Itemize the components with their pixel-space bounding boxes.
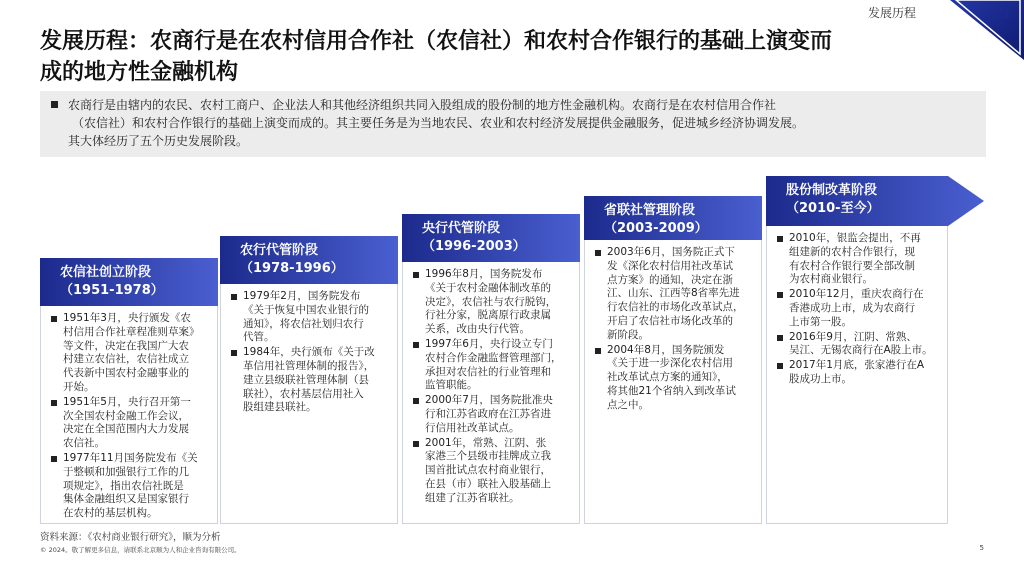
stage-bullet-line: 次全国农村金融工作会议， — [63, 409, 189, 422]
stage-bullet-line: 《关于农村金融体制改革的 — [425, 281, 551, 294]
bullet-square-icon — [413, 398, 419, 404]
stage-bullet-line: 股成功上市。 — [789, 372, 852, 385]
stage-bullet-line: 于整顿和加强银行工作的几 — [63, 465, 189, 478]
stage-bullet-line: 行农信社的市场化改革试点， — [607, 301, 744, 314]
stage-bullet-line: 为农村商业银行。 — [789, 273, 873, 286]
stage-bullet-line: 1951年3月，央行颁发《农 — [63, 312, 191, 324]
stage-bullet — [775, 359, 939, 387]
stage-header — [584, 196, 708, 238]
stage-title: 股份制改革阶段 — [786, 183, 878, 198]
stage-bullet-line: 组建新的农村合作银行，现 — [789, 245, 915, 258]
stage-bullet-line: 家港三个县级市挂牌成立我 — [425, 450, 551, 463]
stage-body — [584, 240, 762, 524]
stage-title: 农行代管阶段 — [240, 243, 319, 258]
page-number: 5 — [979, 544, 984, 552]
stage-period: （1978-1996） — [240, 261, 344, 276]
stage-period: （2010-至今） — [786, 201, 880, 216]
stage-bullet — [229, 290, 389, 345]
stage-bullet-line: 香港成功上市，成为农商行 — [789, 301, 915, 314]
stage-title: 省联社管理阶段 — [604, 203, 696, 218]
stage-bullet — [411, 394, 571, 435]
stage-bullet-line: 在县（市）联社入股基础上 — [425, 477, 551, 490]
stage-bullet-line: 承担对农信社的行业管理和 — [425, 365, 551, 378]
stage-bullet-line: 1979年2月，国务院发布 — [243, 290, 361, 302]
intro-box — [40, 91, 986, 157]
stage-header — [40, 258, 164, 300]
stage-bullet-line: 村信用合作社章程准则草案》 — [63, 325, 200, 338]
stage-bullet-line: 集体金融组织又是国家银行 — [63, 493, 189, 506]
stage-bullet-line: 等文件，决定在我国广大农 — [63, 339, 189, 352]
intro-line: （农信社）和农村合作银行的基础上演变而成的。其主要任务是为当地农民、农业和农村经济发展提供金融服务，促进城乡经济协调发展。 — [72, 116, 805, 130]
stage-bullet-line: 联社），农村基层信用社入 — [243, 387, 364, 400]
stage-bullet-line: 新阶段。 — [607, 328, 649, 341]
stage-bullet-line: 开始。 — [63, 380, 95, 393]
stage-bullet-line: 2003年6月，国务院正式下 — [607, 246, 735, 258]
stage-bullet — [775, 232, 939, 287]
stage-body — [402, 262, 580, 524]
stage-bullet-line: 决定》，农信社与农行脱钩， — [425, 295, 557, 308]
stage-bullet-line: 代表新中国农村金融事业的 — [63, 367, 189, 380]
stage-bullet-line: 农村合作金融监督管理部门， — [425, 351, 562, 364]
bullet-square-icon — [231, 294, 237, 300]
stage-bullet-line: 监管职能。 — [425, 379, 478, 392]
stage-title: 央行代管阶段 — [422, 221, 501, 236]
stage-bullet-line: 在农村的基层机构。 — [63, 507, 158, 520]
stage-bullet-line: 2004年8月，国务院颁发 — [607, 343, 725, 356]
stage-bullet-line: 村建立农信社，农信社成立 — [63, 353, 189, 366]
stage-bullet-line: 1996年8月，国务院发布 — [425, 268, 543, 280]
stage-bullet-line: 项规定》，指出农信社既是 — [63, 479, 184, 492]
section-corner-tab — [950, 0, 1024, 60]
stage-bullet-line: 《关于进一步深化农村信用 — [607, 357, 733, 370]
stage-bullet-line: 股组建县联社。 — [243, 401, 317, 414]
section-number: 1.1 — [992, 10, 1010, 21]
stage-bullet-line: 代管。 — [243, 331, 275, 344]
section-label: 发展历程 — [867, 6, 916, 20]
stage-bullet — [49, 396, 209, 451]
stage-bullet-line: 点之中。 — [607, 398, 649, 411]
stage-bullet-line: 1984年，央行颁布《关于改 — [243, 346, 375, 359]
bullet-square-icon — [777, 292, 783, 298]
stage-bullet-line: 2016年9月，江阴、常熟、 — [789, 330, 917, 343]
stage-bullet-line: 吴江、无锡农商行在A股上市。 — [789, 344, 933, 357]
stage-bullet-line: 江、山东、江西等8省率先进 — [607, 287, 740, 300]
stage-bullet-line: 建立县级联社管理体制（县 — [243, 373, 369, 386]
stage-bullet-line: 2010年，银监会提出，不再 — [789, 232, 921, 244]
bullet-square-icon — [231, 350, 237, 356]
bullet-square-icon — [595, 348, 601, 354]
copyright-note: © 2024。敬了解更多信息，请联系北京顺为人和企业咨询有限公司。 — [40, 546, 241, 554]
bullet-square-icon — [51, 456, 57, 462]
stage-bullet — [411, 268, 571, 337]
intro-line: 其大体经历了五个历史发展阶段。 — [68, 134, 249, 148]
intro-line: 农商行是由辖内的农民、农村工商户、企业法人和其他经济组织共同入股组成的股份制的地方性金融机构。农商行是在农村信用合作社 — [68, 98, 777, 112]
stage-header — [220, 236, 344, 278]
page-title: 发展历程：农商行是在农村信用合作社（农信社）和农村合作银行的基础上演变而 成的地方性金融机构 — [40, 29, 833, 85]
stage-bullet-line: 1977年11月国务院发布《关 — [63, 451, 198, 464]
stage-bullet-line: 社改革试点方案的通知》， — [607, 371, 728, 384]
stage-bullet-line: 行信用社改革试点。 — [425, 421, 520, 434]
stage-body — [40, 306, 218, 524]
stage-bullet-line: 行社分家，脱离原行政隶属 — [425, 309, 551, 322]
stage-bullet-line: 革信用社管理体制的报告》， — [243, 359, 375, 372]
stage-card — [402, 214, 580, 524]
stage-bullet-line: 国首批试点农村商业银行， — [425, 464, 551, 477]
stage-bullet — [775, 331, 939, 359]
stage-bullet — [49, 312, 209, 395]
stage-card — [40, 258, 218, 524]
stage-title: 农信社创立阶段 — [60, 265, 152, 280]
stage-bullet — [593, 246, 753, 343]
stage-bullet-line: 上市第一股。 — [789, 315, 852, 328]
stage-bullet-line: 决定在全国范围内大力发展 — [63, 423, 189, 436]
bullet-square-icon — [777, 363, 783, 369]
stage-bullet — [49, 452, 209, 521]
stage-bullet-line: 1951年5月，央行召开第一 — [63, 395, 191, 408]
stage-bullet-line: 农信社。 — [63, 437, 105, 450]
stage-card — [766, 176, 984, 524]
stage-period: （1951-1978） — [60, 283, 164, 298]
stage-period: （2003-2009） — [604, 221, 708, 236]
bullet-square-icon — [595, 250, 601, 256]
stage-body — [220, 284, 398, 524]
stage-bullet — [593, 344, 753, 413]
stage-bullet-line: 2010年12月，重庆农商行在 — [789, 288, 924, 301]
stage-period: （1996-2003） — [422, 239, 526, 254]
stage-bullet — [229, 346, 389, 415]
stage-bullet-line: 发《深化农村信用社改革试 — [607, 259, 733, 272]
source-note: 资料来源：《农村商业银行研究》，顺为分析 — [40, 532, 221, 543]
stage-bullet — [775, 288, 939, 329]
stage-bullet — [411, 437, 571, 506]
bullet-square-icon — [777, 236, 783, 242]
stage-bullet-line: 开启了农信社市场化改革的 — [607, 314, 733, 327]
stage-bullet-line: 行和江苏省政府在江苏省进 — [425, 407, 551, 420]
stage-bullet-line: 1997年6月，央行设立专门 — [425, 337, 553, 350]
stage-bullet — [411, 338, 571, 393]
stage-body — [766, 226, 948, 524]
stage-header — [402, 214, 526, 256]
stage-bullet-line: 通知》，将农信社划归农行 — [243, 317, 364, 330]
stage-card — [584, 196, 762, 524]
bullet-square-icon — [51, 101, 58, 108]
stage-bullet-line: 组建了江苏省联社。 — [425, 491, 520, 504]
bullet-square-icon — [413, 272, 419, 278]
bullet-square-icon — [51, 316, 57, 322]
stage-card — [220, 236, 398, 524]
bullet-square-icon — [51, 400, 57, 406]
stage-bullet-line: 有农村合作银行要全部改制 — [789, 259, 915, 272]
bullet-square-icon — [413, 342, 419, 348]
stage-bullet-line: 将其他21个省纳入到改革试 — [607, 384, 736, 397]
stage-bullet-line: 《关于恢复中国农业银行的 — [243, 303, 369, 316]
stage-bullet-line: 2001年，常熟、江阴、张 — [425, 436, 547, 449]
stage-header — [766, 176, 880, 218]
stage-bullet-line: 关系，改由央行代管。 — [425, 323, 530, 336]
stage-bullet-line: 点方案》的通知，决定在浙 — [607, 273, 733, 286]
stage-bullet-line: 2017年1月底，张家港行在A — [789, 359, 925, 372]
stage-bullet-line: 2000年7月，国务院批准央 — [425, 394, 553, 407]
bullet-square-icon — [777, 335, 783, 341]
bullet-square-icon — [413, 441, 419, 447]
